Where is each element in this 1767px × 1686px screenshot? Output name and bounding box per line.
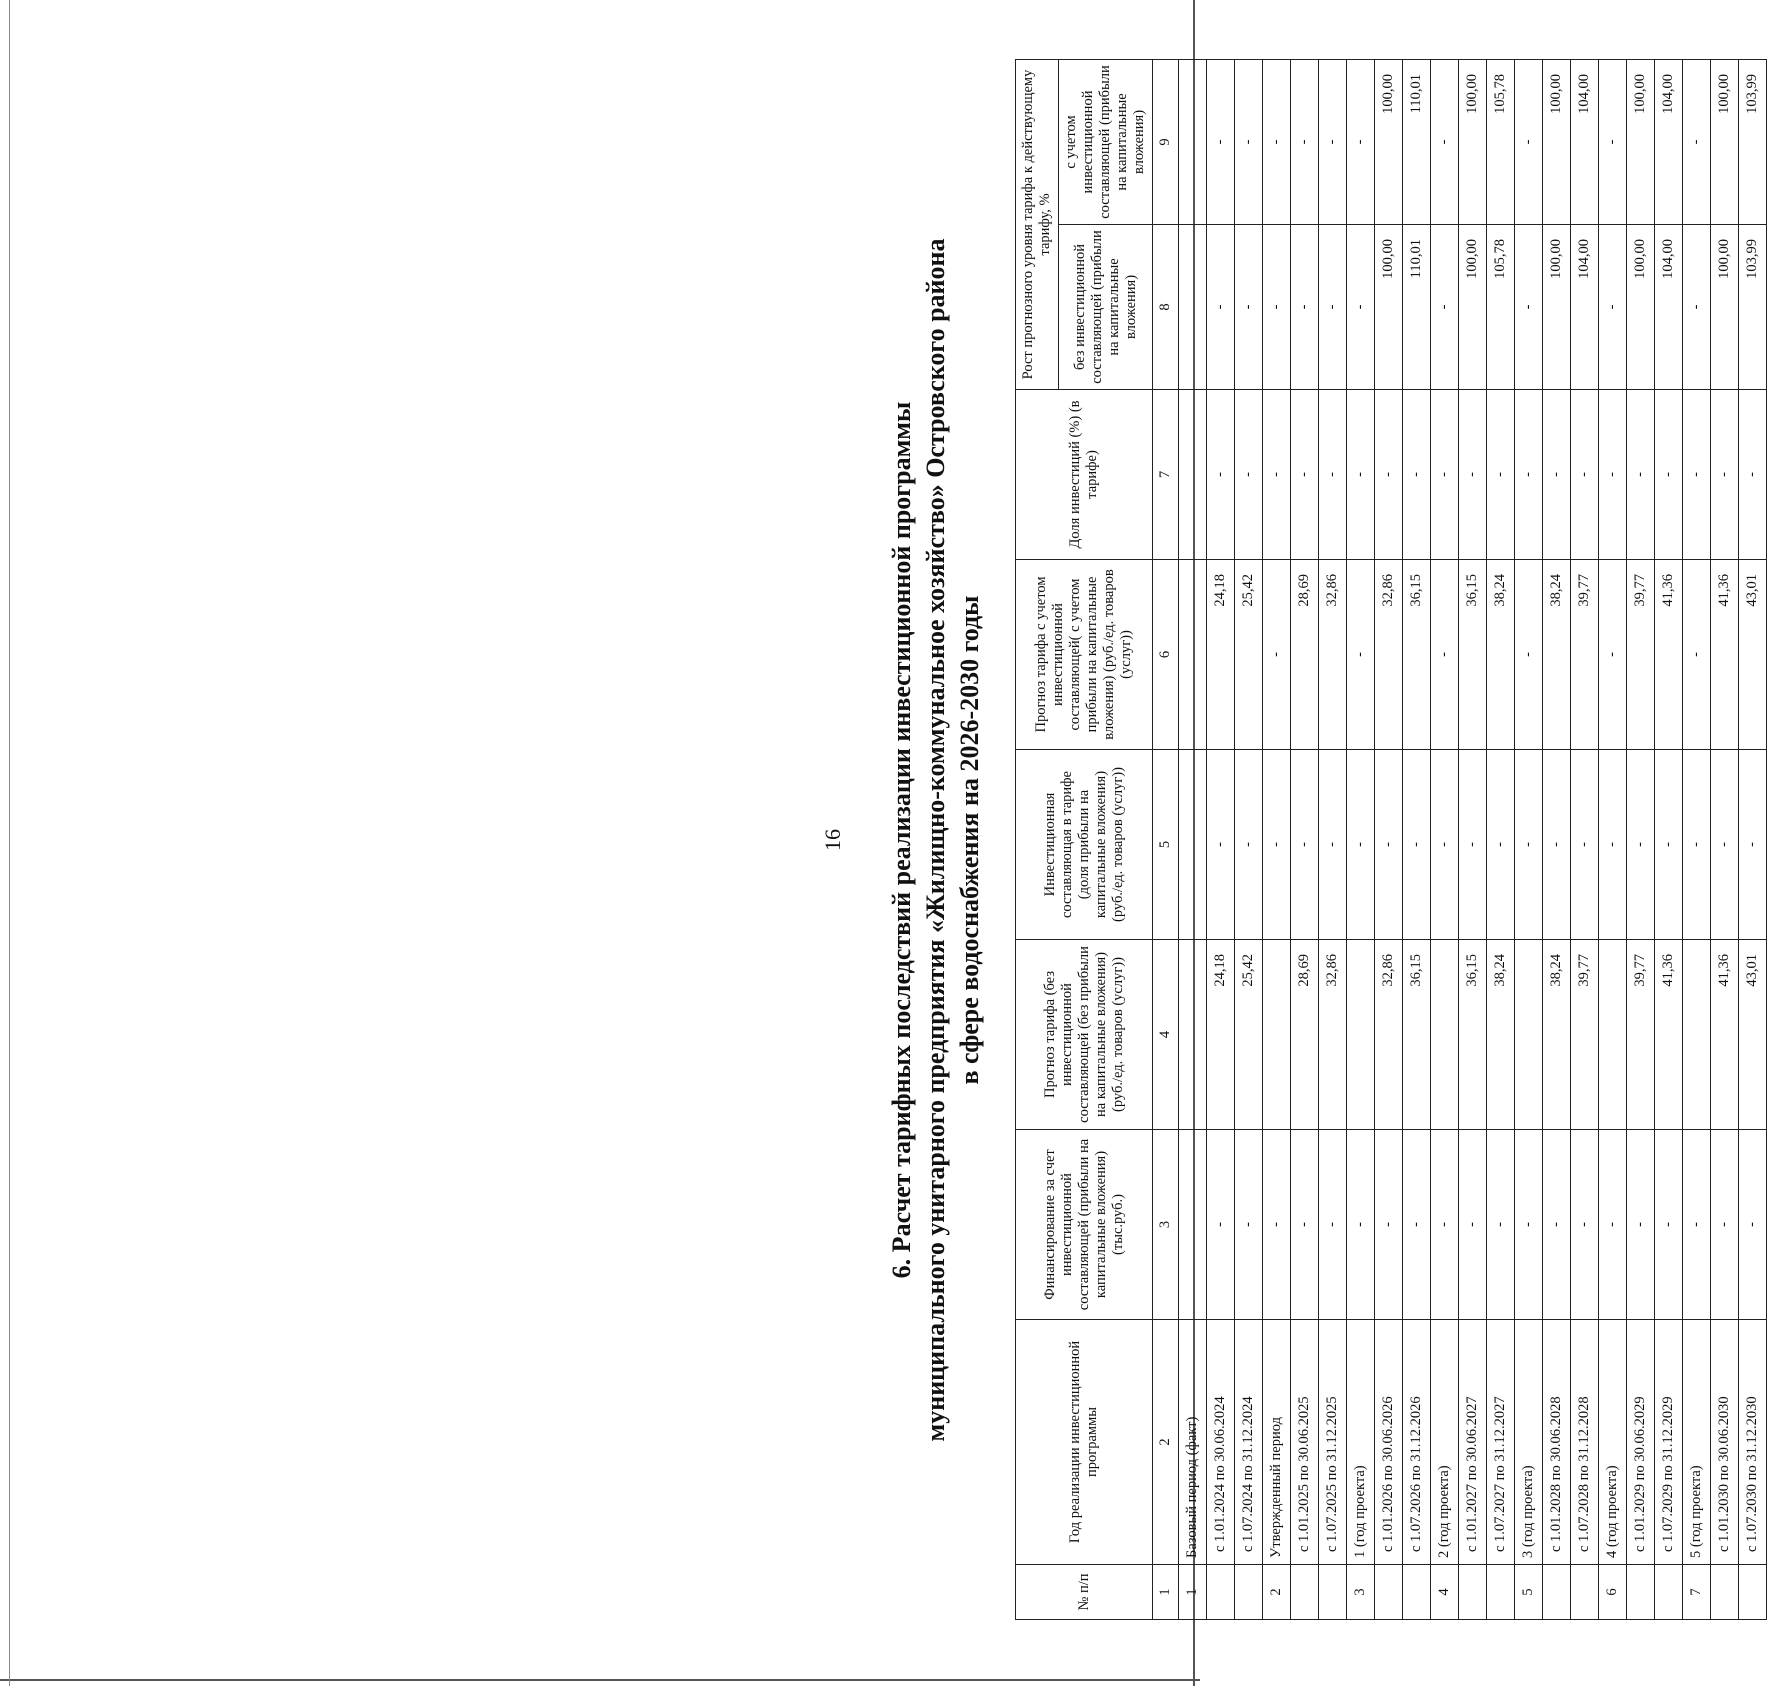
value-cell-c5: - (1543, 750, 1571, 940)
value-cell-c7: - (1459, 390, 1487, 560)
column-number: 1 (1153, 1565, 1179, 1620)
value-cell-c6: - (1515, 560, 1543, 750)
value-cell-c7: - (1263, 390, 1291, 560)
row-number-cell: 6 (1599, 1565, 1627, 1620)
value-cell-c7: - (1487, 390, 1515, 560)
value-cell-c9 (1179, 59, 1207, 224)
table-row (1515, 59, 1543, 1619)
value-cell-c7: - (1431, 390, 1459, 560)
rotated-document-page (15, 20, 1760, 1660)
value-cell-c8: 103,99 (1739, 225, 1767, 390)
period-label-cell: Утвержденный период (1263, 1320, 1291, 1565)
table-row (1179, 59, 1207, 1619)
header-growth-without-investment: без инвестиционной составляющей (прибыли на капитальные вложения) (1059, 225, 1153, 390)
table-row (1459, 59, 1487, 1619)
value-cell-c6: 39,77 (1571, 560, 1599, 750)
value-cell-c6: 41,36 (1655, 560, 1683, 750)
value-cell-c3: - (1207, 1130, 1235, 1320)
value-cell-c5: - (1655, 750, 1683, 940)
value-cell-c9: - (1683, 59, 1711, 224)
table-row (1263, 59, 1291, 1619)
value-cell-c6: - (1347, 560, 1375, 750)
row-number-cell (1235, 1565, 1263, 1620)
value-cell-c7: - (1683, 390, 1711, 560)
value-cell-c6: 36,15 (1403, 560, 1431, 750)
value-cell-c5: - (1459, 750, 1487, 940)
value-cell-c3: - (1375, 1130, 1403, 1320)
period-label-cell: с 1.07.2025 по 31.12.2025 (1319, 1320, 1347, 1565)
document-subtitle-line-1: муниципального унитарного предприятия «Жилищно-коммунальное хозяйство» Островского района (921, 238, 950, 1442)
table-row (1571, 59, 1599, 1619)
value-cell-c6: 32,86 (1319, 560, 1347, 750)
value-cell-c6: - (1683, 560, 1711, 750)
table-row (1627, 59, 1655, 1619)
table-row (1291, 59, 1319, 1619)
period-label-cell: с 1.07.2029 по 31.12.2029 (1655, 1320, 1683, 1565)
value-cell-c3: - (1459, 1130, 1487, 1320)
column-number-row (1153, 59, 1179, 1619)
value-cell-c3: - (1627, 1130, 1655, 1320)
value-cell-c3: - (1655, 1130, 1683, 1320)
value-cell-c7: - (1543, 390, 1571, 560)
table-row (1347, 59, 1375, 1619)
period-label-cell: с 1.07.2028 по 31.12.2028 (1571, 1320, 1599, 1565)
value-cell-c9: - (1263, 59, 1291, 224)
value-cell-c9: 100,00 (1627, 59, 1655, 224)
header-tariff-forecast-without-investment: Прогноз тарифа (без инвестиционной составляющей (без прибыли на капитальные вложения) (руб./ед. товаров (услуг)) (1016, 940, 1153, 1130)
value-cell-c3: - (1711, 1130, 1739, 1320)
value-cell-c3: - (1403, 1130, 1431, 1320)
value-cell-c4: 43,01 (1739, 940, 1767, 1130)
value-cell-c3: - (1739, 1130, 1767, 1320)
value-cell-c9: 103,99 (1739, 59, 1767, 224)
page-number: 16 (820, 829, 845, 851)
header-financing: Финансирование за счет инвестиционной составляющей (прибыли на капитальные вложения) (тыс.руб.) (1016, 1130, 1153, 1320)
value-cell-c5: - (1739, 750, 1767, 940)
document-headings (885, 20, 987, 1660)
value-cell-c8: - (1263, 225, 1291, 390)
value-cell-c8: 100,00 (1711, 225, 1739, 390)
header-growth-with-investment: с учетом инвестиционной составляющей (прибыли на капитальные вложения) (1059, 59, 1153, 224)
period-label-cell: с 1.01.2026 по 30.06.2026 (1375, 1320, 1403, 1565)
row-number-cell (1375, 1565, 1403, 1620)
value-cell-c6: 39,77 (1627, 560, 1655, 750)
value-cell-c7: - (1375, 390, 1403, 560)
value-cell-c7: - (1347, 390, 1375, 560)
value-cell-c5: - (1375, 750, 1403, 940)
row-number-cell (1459, 1565, 1487, 1620)
value-cell-c8: 100,00 (1375, 225, 1403, 390)
value-cell-c9: - (1431, 59, 1459, 224)
value-cell-c8: 110,01 (1403, 225, 1431, 390)
header-tariff-growth: Рост прогнозного уровня тарифа к действующему тарифу, % (1016, 59, 1059, 389)
value-cell-c6: 24,18 (1207, 560, 1235, 750)
value-cell-c3: - (1235, 1130, 1263, 1320)
period-label-cell: с 1.01.2030 по 30.06.2030 (1711, 1320, 1739, 1565)
column-number: 4 (1153, 940, 1179, 1130)
value-cell-c8: 100,00 (1459, 225, 1487, 390)
value-cell-c3: - (1571, 1130, 1599, 1320)
tariff-consequences-table (1015, 59, 1767, 1620)
value-cell-c9: 100,00 (1711, 59, 1739, 224)
value-cell-c9: - (1207, 59, 1235, 224)
header-investment-component: Инвестиционная составляющая в тарифе (доля прибыли на капитальные вложения) (руб./ед. товаров (услуг)) (1016, 750, 1153, 940)
row-number-cell (1543, 1565, 1571, 1620)
value-cell-c6: 25,42 (1235, 560, 1263, 750)
value-cell-c5: - (1515, 750, 1543, 940)
header-investment-share: Доля инвестиций (%) (в тарифе) (1016, 390, 1153, 560)
table-row (1431, 59, 1459, 1619)
value-cell-c6: 28,69 (1291, 560, 1319, 750)
value-cell-c4: 24,18 (1207, 940, 1235, 1130)
value-cell-c4: 36,15 (1459, 940, 1487, 1130)
row-number-cell (1739, 1565, 1767, 1620)
value-cell-c9: 104,00 (1571, 59, 1599, 224)
period-label-cell: с 1.01.2024 по 30.06.2024 (1207, 1320, 1235, 1565)
row-number-cell (1571, 1565, 1599, 1620)
header-tariff-forecast-with-investment: Прогноз тарифа с учетом инвестиционной составляющей( с учетом прибыли на капитальные вложения) (руб./ед. товаров (услуг)) (1016, 560, 1153, 750)
table-row (1655, 59, 1683, 1619)
value-cell-c7: - (1627, 390, 1655, 560)
value-cell-c5: - (1207, 750, 1235, 940)
column-number: 6 (1153, 560, 1179, 750)
value-cell-c7: - (1571, 390, 1599, 560)
value-cell-c8: - (1683, 225, 1711, 390)
value-cell-c6: - (1431, 560, 1459, 750)
value-cell-c7: - (1599, 390, 1627, 560)
period-label-cell: с 1.01.2028 по 30.06.2028 (1543, 1320, 1571, 1565)
value-cell-c3: - (1319, 1130, 1347, 1320)
value-cell-c4: 32,86 (1319, 940, 1347, 1130)
value-cell-c6: - (1599, 560, 1627, 750)
value-cell-c6: 38,24 (1487, 560, 1515, 750)
row-number-cell (1291, 1565, 1319, 1620)
value-cell-c4: 28,69 (1291, 940, 1319, 1130)
period-label-cell: 5 (год проекта) (1683, 1320, 1711, 1565)
table-row (1375, 59, 1403, 1619)
value-cell-c6 (1179, 560, 1207, 750)
value-cell-c8: - (1207, 225, 1235, 390)
table-row (1319, 59, 1347, 1619)
row-number-cell (1711, 1565, 1739, 1620)
value-cell-c5: - (1683, 750, 1711, 940)
value-cell-c4: 41,36 (1711, 940, 1739, 1130)
value-cell-c4 (1347, 940, 1375, 1130)
row-number-cell (1627, 1565, 1655, 1620)
table-body (1179, 59, 1767, 1619)
value-cell-c5: - (1403, 750, 1431, 940)
table-row (1683, 59, 1711, 1619)
value-cell-c7: - (1655, 390, 1683, 560)
scan-frame-left-edge (9, 0, 10, 1686)
row-number-cell: 2 (1263, 1565, 1291, 1620)
row-number-cell (1207, 1565, 1235, 1620)
value-cell-c6: 43,01 (1739, 560, 1767, 750)
value-cell-c7: - (1403, 390, 1431, 560)
column-number: 2 (1153, 1320, 1179, 1565)
value-cell-c4: 38,24 (1487, 940, 1515, 1130)
value-cell-c6: 41,36 (1711, 560, 1739, 750)
value-cell-c9: 100,00 (1543, 59, 1571, 224)
value-cell-c8: - (1319, 225, 1347, 390)
value-cell-c7: - (1711, 390, 1739, 560)
value-cell-c8 (1179, 225, 1207, 390)
value-cell-c8: - (1515, 225, 1543, 390)
value-cell-c7: - (1319, 390, 1347, 560)
table-row (1599, 59, 1627, 1619)
value-cell-c9: - (1319, 59, 1347, 224)
row-number-cell (1319, 1565, 1347, 1620)
row-number-cell: 1 (1179, 1565, 1207, 1620)
period-label-cell: с 1.01.2029 по 30.06.2029 (1627, 1320, 1655, 1565)
value-cell-c4 (1683, 940, 1711, 1130)
value-cell-c9: 105,78 (1487, 59, 1515, 224)
value-cell-c9: 110,01 (1403, 59, 1431, 224)
value-cell-c9: - (1515, 59, 1543, 224)
row-number-cell (1487, 1565, 1515, 1620)
value-cell-c4: 39,77 (1571, 940, 1599, 1130)
value-cell-c6: 38,24 (1543, 560, 1571, 750)
period-label-cell: с 1.01.2027 по 30.06.2027 (1459, 1320, 1487, 1565)
table-row (1543, 59, 1571, 1619)
period-label-cell: Базовый период (факт) (1179, 1320, 1207, 1565)
value-cell-c4: 41,36 (1655, 940, 1683, 1130)
value-cell-c3: - (1291, 1130, 1319, 1320)
value-cell-c3: - (1599, 1130, 1627, 1320)
value-cell-c4: 32,86 (1375, 940, 1403, 1130)
document-title: 6. Расчет тарифных последствий реализации инвестиционной программы (887, 401, 916, 1279)
value-cell-c4 (1431, 940, 1459, 1130)
value-cell-c7: - (1739, 390, 1767, 560)
value-cell-c9: - (1291, 59, 1319, 224)
value-cell-c5: - (1291, 750, 1319, 940)
value-cell-c6: 32,86 (1375, 560, 1403, 750)
period-label-cell: 2 (год проекта) (1431, 1320, 1459, 1565)
value-cell-c5: - (1571, 750, 1599, 940)
value-cell-c8: 105,78 (1487, 225, 1515, 390)
value-cell-c8: - (1347, 225, 1375, 390)
value-cell-c7: - (1207, 390, 1235, 560)
value-cell-c6: 36,15 (1459, 560, 1487, 750)
value-cell-c4: 38,24 (1543, 940, 1571, 1130)
table-row (1235, 59, 1263, 1619)
value-cell-c4: 25,42 (1235, 940, 1263, 1130)
value-cell-c5: - (1599, 750, 1627, 940)
value-cell-c8: - (1235, 225, 1263, 390)
period-label-cell: 1 (год проекта) (1347, 1320, 1375, 1565)
column-number: 8 (1153, 225, 1179, 390)
value-cell-c4: 36,15 (1403, 940, 1431, 1130)
value-cell-c8: - (1599, 225, 1627, 390)
value-cell-c8: - (1431, 225, 1459, 390)
column-number: 3 (1153, 1130, 1179, 1320)
column-number: 5 (1153, 750, 1179, 940)
document-subtitle-line-2: в сфере водоснабжения на 2026-2030 годы (955, 595, 984, 1085)
value-cell-c3: - (1431, 1130, 1459, 1320)
value-cell-c3: - (1347, 1130, 1375, 1320)
value-cell-c3: - (1683, 1130, 1711, 1320)
row-number-cell (1655, 1565, 1683, 1620)
value-cell-c3 (1179, 1130, 1207, 1320)
value-cell-c5: - (1347, 750, 1375, 940)
value-cell-c7: - (1515, 390, 1543, 560)
value-cell-c5: - (1235, 750, 1263, 940)
value-cell-c4 (1515, 940, 1543, 1130)
period-label-cell: с 1.01.2025 по 30.06.2025 (1291, 1320, 1319, 1565)
value-cell-c5: - (1431, 750, 1459, 940)
value-cell-c3: - (1487, 1130, 1515, 1320)
row-number-cell: 4 (1431, 1565, 1459, 1620)
value-cell-c3: - (1543, 1130, 1571, 1320)
header-row-number: № п/п (1016, 1565, 1153, 1620)
value-cell-c4 (1179, 940, 1207, 1130)
period-label-cell: с 1.07.2024 по 31.12.2024 (1235, 1320, 1263, 1565)
value-cell-c7: - (1235, 390, 1263, 560)
value-cell-c5 (1179, 750, 1207, 940)
table-row (1403, 59, 1431, 1619)
value-cell-c7 (1179, 390, 1207, 560)
value-cell-c8: 104,00 (1655, 225, 1683, 390)
period-label-cell: 3 (год проекта) (1515, 1320, 1543, 1565)
value-cell-c7: - (1291, 390, 1319, 560)
value-cell-c5: - (1487, 750, 1515, 940)
value-cell-c6: - (1263, 560, 1291, 750)
value-cell-c8: 100,00 (1627, 225, 1655, 390)
header-program-year: Год реализации инвестиционной программы (1016, 1320, 1153, 1565)
row-number-cell: 5 (1515, 1565, 1543, 1620)
value-cell-c5: - (1263, 750, 1291, 940)
period-label-cell: 4 (год проекта) (1599, 1320, 1627, 1565)
value-cell-c9: - (1599, 59, 1627, 224)
value-cell-c3: - (1263, 1130, 1291, 1320)
table-row (1711, 59, 1739, 1619)
period-label-cell: с 1.07.2030 по 31.12.2030 (1739, 1320, 1767, 1565)
value-cell-c9: 100,00 (1375, 59, 1403, 224)
value-cell-c4 (1263, 940, 1291, 1130)
value-cell-c9: - (1347, 59, 1375, 224)
scan-frame-bottom-edge (0, 1679, 1200, 1681)
value-cell-c8: 104,00 (1571, 225, 1599, 390)
value-cell-c5: - (1711, 750, 1739, 940)
value-cell-c8: - (1291, 225, 1319, 390)
period-label-cell: с 1.07.2026 по 31.12.2026 (1403, 1320, 1431, 1565)
value-cell-c3: - (1515, 1130, 1543, 1320)
column-number: 7 (1153, 390, 1179, 560)
row-number-cell (1403, 1565, 1431, 1620)
table-row (1487, 59, 1515, 1619)
value-cell-c9: 100,00 (1459, 59, 1487, 224)
row-number-cell: 3 (1347, 1565, 1375, 1620)
column-number: 9 (1153, 59, 1179, 224)
value-cell-c4: 39,77 (1627, 940, 1655, 1130)
value-cell-c8: 100,00 (1543, 225, 1571, 390)
period-label-cell: с 1.07.2027 по 31.12.2027 (1487, 1320, 1515, 1565)
value-cell-c5: - (1319, 750, 1347, 940)
table-row (1207, 59, 1235, 1619)
value-cell-c5: - (1627, 750, 1655, 940)
table-row (1739, 59, 1767, 1619)
value-cell-c9: 104,00 (1655, 59, 1683, 224)
value-cell-c4 (1599, 940, 1627, 1130)
row-number-cell: 7 (1683, 1565, 1711, 1620)
value-cell-c9: - (1235, 59, 1263, 224)
